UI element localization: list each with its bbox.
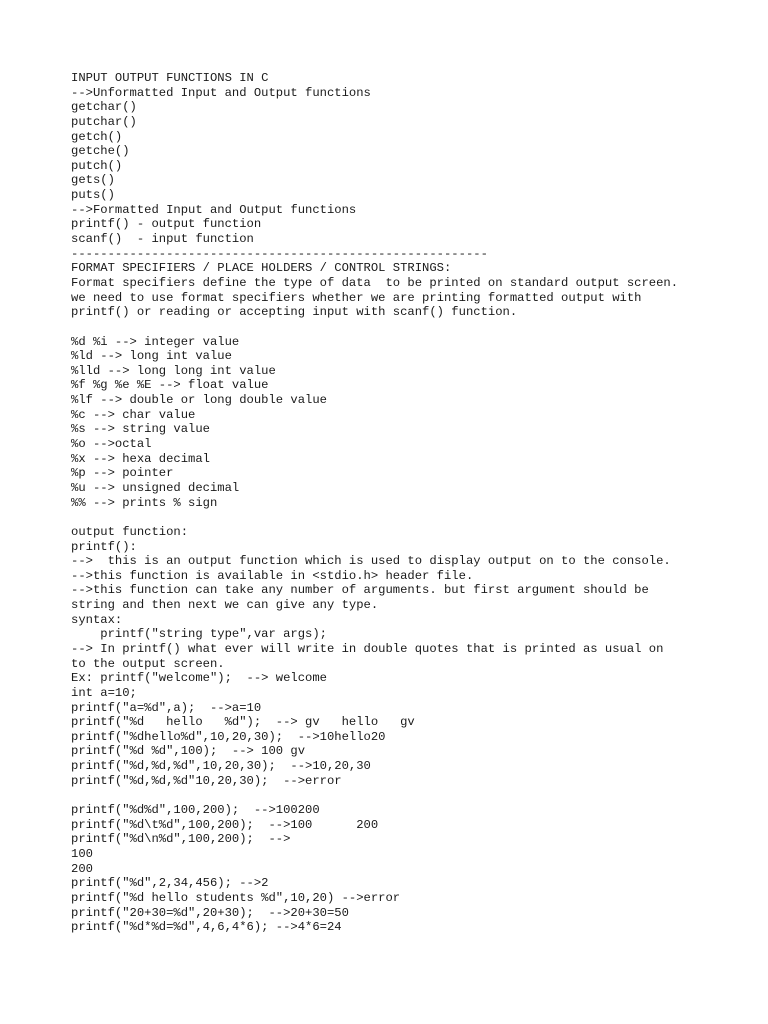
text-line: printf("20+30=%d",20+30); -->20+30=50 xyxy=(71,905,349,920)
text-line: gets() xyxy=(71,173,115,188)
text-line: %lld --> long long int value xyxy=(71,363,276,378)
text-line: to the output screen. xyxy=(71,656,225,671)
text-line: --> this is an output function which is used to display output on to the console. xyxy=(71,554,671,569)
text-line: printf() - output function xyxy=(71,217,262,232)
text-line: printf("%d",2,34,456); -->2 xyxy=(71,876,269,891)
text-line: %o -->octal xyxy=(71,437,152,452)
text-line: %f %g %e %E --> float value xyxy=(71,378,269,393)
text-line: puts() xyxy=(71,188,115,203)
text-line: printf("%dhello%d",10,20,30); -->10hello20 xyxy=(71,729,386,744)
text-line: putch() xyxy=(71,158,123,173)
text-line: printf("string type",var args); xyxy=(71,627,327,642)
text-line: %lf --> double or long double value xyxy=(71,393,327,408)
text-line: Format specifiers define the type of data to be printed on standard output screen. xyxy=(71,275,679,290)
text-line xyxy=(71,788,751,803)
text-line: printf("%d\t%d",100,200); -->100 200 xyxy=(71,817,379,832)
text-line: printf("%d,%d,%d",10,20,30); -->10,20,30 xyxy=(71,759,371,774)
text-line: printf("%d%d",100,200); -->100200 xyxy=(71,803,320,818)
text-line: syntax: xyxy=(71,612,123,627)
text-line: getchar() xyxy=(71,100,137,115)
text-line: printf("%d %d",100); --> 100 gv xyxy=(71,744,306,759)
text-line: putchar() xyxy=(71,114,137,129)
text-line: Ex: printf("welcome"); --> welcome xyxy=(71,671,327,686)
text-line: INPUT OUTPUT FUNCTIONS IN C xyxy=(71,71,269,85)
text-line: output function: xyxy=(71,524,189,539)
text-line xyxy=(71,510,751,525)
text-line: getche() xyxy=(71,144,130,159)
text-line: scanf() - input function xyxy=(71,232,254,247)
text-line: --> In printf() what ever will write in double quotes that is printed as usual on xyxy=(71,641,664,656)
text-line: printf() or reading or accepting input with scanf() function. xyxy=(71,305,518,320)
text-line: printf("%d hello %d"); --> gv hello gv xyxy=(71,715,415,730)
text-line: string and then next we can give any type. xyxy=(71,598,379,613)
text-line: -->Unformatted Input and Output functions xyxy=(71,85,371,100)
text-line: we need to use format specifiers whether we are printing formatted output with xyxy=(71,290,642,305)
text-line: int a=10; xyxy=(71,685,137,700)
text-line: %u --> unsigned decimal xyxy=(71,480,240,495)
text-line xyxy=(71,320,751,335)
document-text xyxy=(71,71,751,935)
text-line: printf("%d*%d=%d",4,6,4*6); -->4*6=24 xyxy=(71,920,342,935)
text-line: %ld --> long int value xyxy=(71,349,232,364)
text-line: %x --> hexa decimal xyxy=(71,451,210,466)
text-line: --------------------------------------------------------- xyxy=(71,246,488,261)
text-line: %s --> string value xyxy=(71,422,210,437)
text-line: printf("%d hello students %d",10,20) -->error xyxy=(71,890,401,905)
text-line: %d %i --> integer value xyxy=(71,334,240,349)
text-line: FORMAT SPECIFIERS / PLACE HOLDERS / CONTROL STRINGS: xyxy=(71,261,452,276)
text-line: 200 xyxy=(71,861,93,876)
text-line: 100 xyxy=(71,846,93,861)
text-line: %% --> prints % sign xyxy=(71,495,218,510)
text-line: %p --> pointer xyxy=(71,466,174,481)
text-line: -->this function is available in <stdio.h> header file. xyxy=(71,568,474,583)
text-line: printf(): xyxy=(71,539,137,554)
text-line: -->Formatted Input and Output functions xyxy=(71,202,357,217)
text-line: getch() xyxy=(71,129,123,144)
text-line: %c --> char value xyxy=(71,407,196,422)
text-line: printf("%d,%d,%d"10,20,30); -->error xyxy=(71,773,342,788)
text-line: printf("a=%d",a); -->a=10 xyxy=(71,700,262,715)
text-line: -->this function can take any number of arguments. but first argument should be xyxy=(71,583,649,598)
text-line: printf("%d\n%d",100,200); --> xyxy=(71,832,291,847)
